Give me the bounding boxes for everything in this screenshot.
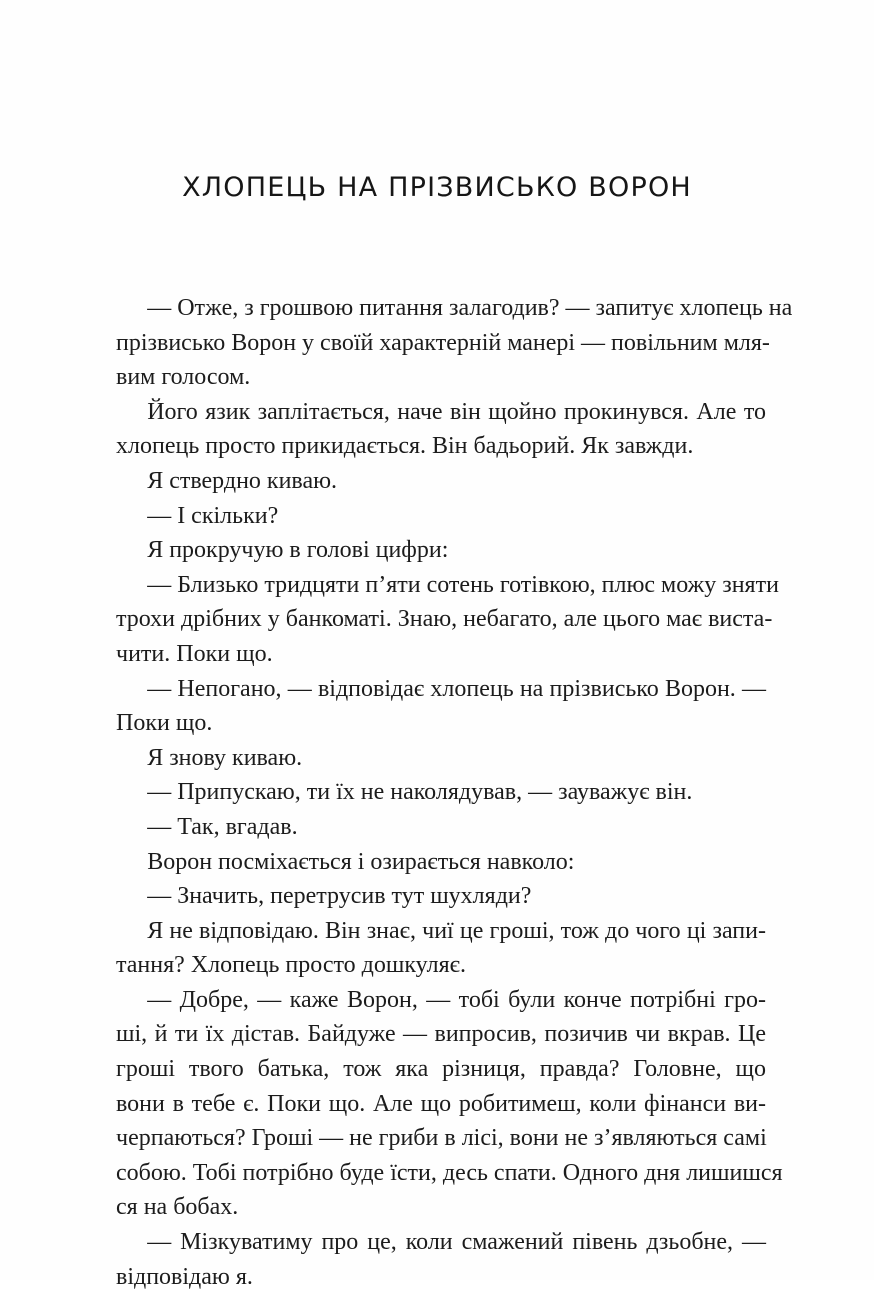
text-line: Я знову киваю.: [147, 744, 303, 771]
text-line: — Так, вгадав.: [147, 813, 298, 840]
text-line: — Отже, з грошвою питання залагодив? — запитує хлопець на: [147, 295, 793, 321]
text-line: трохи дрібних у банкоматі. Знаю, небагато, але цього має виста-: [116, 606, 773, 633]
text-line: вони в тебе є. Поки що. Але що робитимеш, коли фінанси ви-: [116, 1090, 766, 1117]
text-line: вим голосом.: [116, 364, 251, 391]
text-line: ші, й ти їх дістав. Байдуже — випросив, позичив чи вкрав. Це: [116, 1021, 766, 1048]
text-line: хлопець просто прикидається. Він бадьорий. Як завжди.: [116, 433, 694, 460]
text-line: собою. Тобі потрібно буде їсти, десь спати. Одного дня лишишся: [116, 1159, 783, 1186]
chapter-title: ХЛОПЕЦЬ НА ПРІЗВИСЬКО ВОРОН: [182, 172, 692, 203]
text-line: Ворон посміхається і озирається навколо:: [147, 848, 575, 875]
text-line: гроші твого батька, тож яка різниця, правда? Головне, що: [116, 1056, 766, 1083]
text-line: ся на бобах.: [116, 1194, 239, 1221]
text-line: чити. Поки що.: [116, 640, 273, 667]
body-text: [116, 291, 793, 1294]
text-line: Його язик заплітається, наче він щойно прокинувся. Але то: [147, 398, 766, 425]
text-line: — Добре, — каже Ворон, — тобі були конче потрібні гро-: [147, 986, 766, 1013]
text-line: прізвисько Ворон у своїй характерній манері — повільним мля-: [116, 329, 770, 356]
text-line: Поки що.: [116, 710, 213, 737]
text-line: — Мізкуватиму про це, коли смажений півень дзьобне, —: [147, 1229, 766, 1256]
text-line: Я ствердно киваю.: [147, 467, 338, 494]
text-line: відповідаю я.: [116, 1263, 253, 1290]
text-line: — Значить, перетрусив тут шухляди?: [147, 883, 532, 910]
text-line: — І скільки?: [147, 502, 279, 529]
text-line: тання? Хлопець просто дошкуляє.: [116, 952, 466, 979]
text-line: Я не відповідаю. Він знає, чиї це гроші, тож до чого ці запи-: [147, 917, 766, 944]
text-line: — Непогано, — відповідає хлопець на прізвисько Ворон. —: [147, 675, 766, 702]
text-line: Я прокручую в голові цифри:: [147, 537, 449, 564]
text-line: — Близько тридцяти п’яти сотень готівкою, плюс можу зняти: [147, 571, 779, 598]
text-line: — Припускаю, ти їх не наколядував, — зауважує він.: [147, 779, 693, 806]
text-line: черпаються? Гроші — не гриби в лісі, вони не з’являються самі: [116, 1125, 767, 1152]
